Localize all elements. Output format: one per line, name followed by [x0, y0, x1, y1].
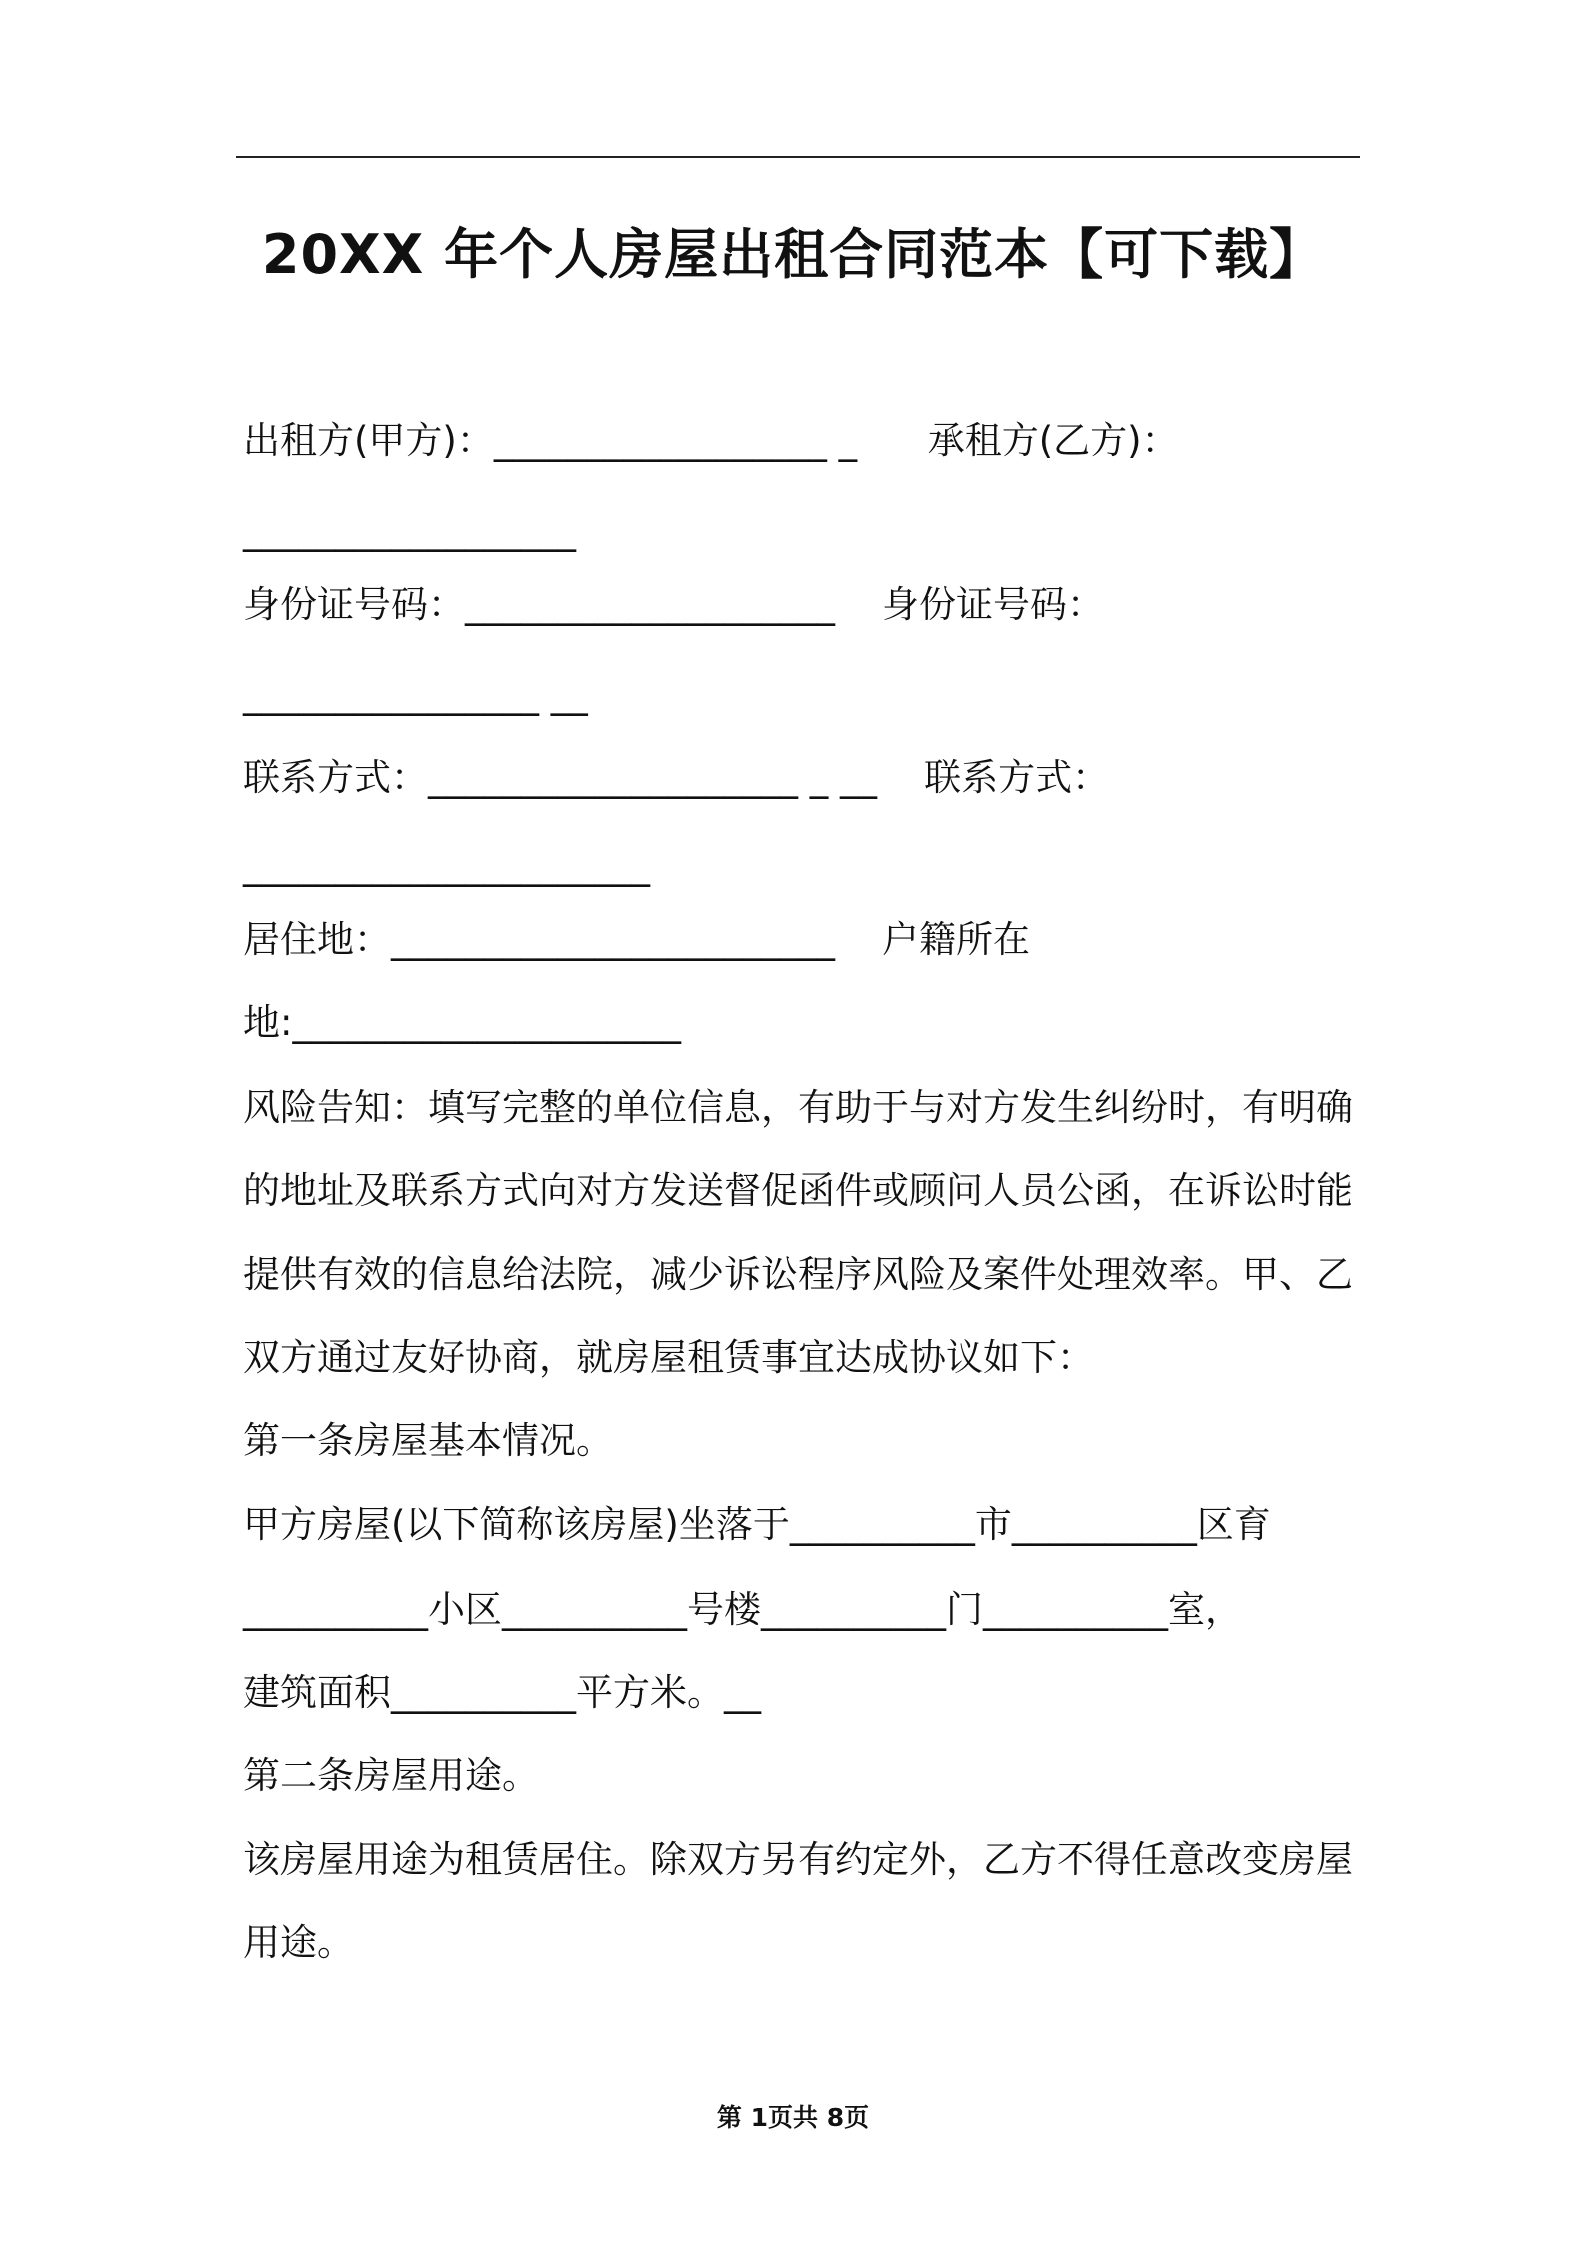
risk-notice-line-2: 的地址及联系方式向对方发送督促函件或顾问人员公函，在诉讼时能 — [243, 1169, 1353, 1212]
id-number-blank: ________________ __ — [243, 673, 588, 716]
contact-line: 联系方式：____________________ _ __ 联系方式： — [243, 756, 1110, 799]
usage-line-2: 用途。 — [243, 1921, 354, 1964]
id-number-line: 身份证号码：____________________ 身份证号码： — [243, 583, 1105, 626]
header-rule — [236, 156, 1360, 158]
page-number: 第 1页共 8页 — [716, 2103, 870, 2132]
article-2-heading: 第二条房屋用途。 — [243, 1754, 539, 1797]
property-location-line-2: __________小区__________号楼__________门__________室， — [243, 1588, 1242, 1631]
risk-notice-line-4: 双方通过友好协商，就房屋租赁事宜达成协议如下： — [243, 1336, 1094, 1379]
lessee-name-blank: __________________ — [243, 509, 576, 552]
building-area-line: 建筑面积__________平方米。__ — [243, 1671, 761, 1714]
household-registration-line: 地:_____________________ — [243, 1001, 681, 1044]
risk-notice-line-1: 风险告知：填写完整的单位信息，有助于与对方发生纠纷时，有明确 — [243, 1086, 1353, 1129]
article-1-heading: 第一条房屋基本情况。 — [243, 1419, 613, 1462]
contact-blank: ______________________ — [243, 844, 650, 887]
usage-line-1: 该房屋用途为租赁居住。除双方另有约定外，乙方不得任意改变房屋 — [243, 1838, 1353, 1881]
property-location-line-1: 甲方房屋(以下简称该房屋)坐落于__________市__________区育 — [243, 1503, 1271, 1546]
document-title: 20XX 年个人房屋出租合同范本【可下载】 — [261, 223, 1325, 286]
lessor-name-line: 出租方(甲方)：__________________ _ 承租方(乙方)： — [243, 419, 1179, 462]
risk-notice-line-3: 提供有效的信息给法院，减少诉讼程序风险及案件处理效率。甲、乙 — [243, 1253, 1353, 1296]
residence-line: 居住地：________________________ 户籍所在 — [243, 918, 1031, 961]
